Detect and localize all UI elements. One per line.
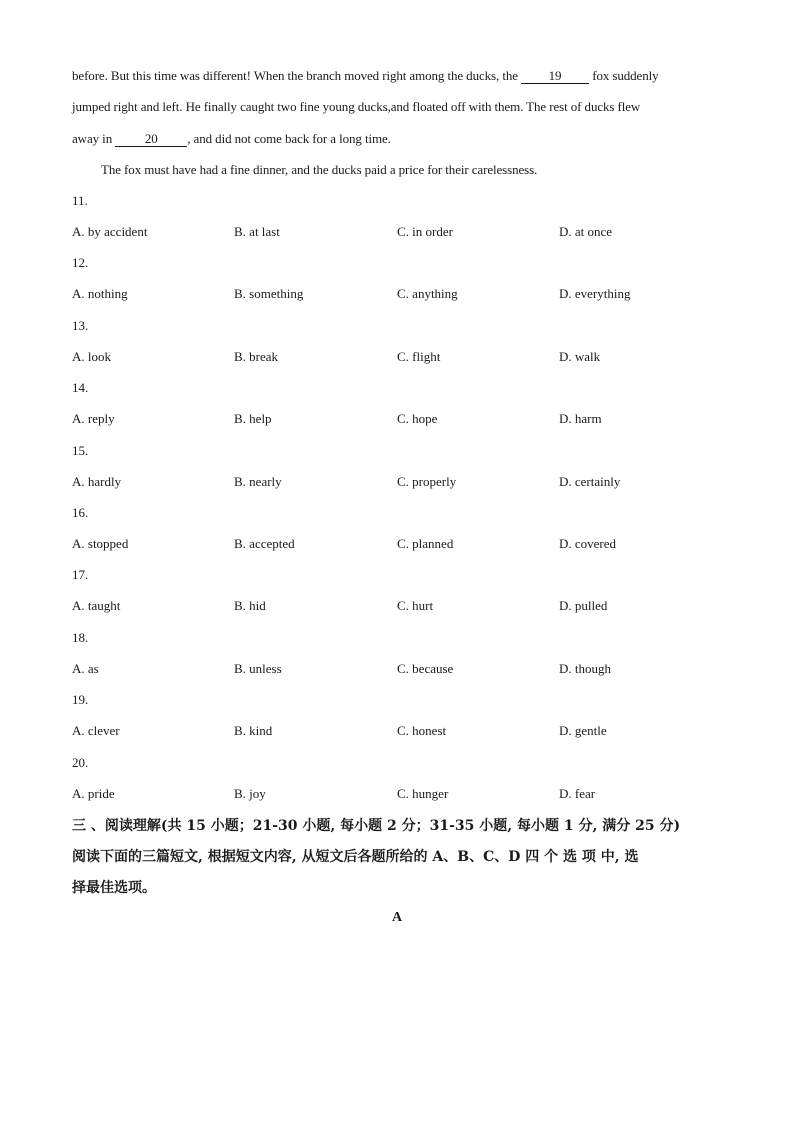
option-b: B. joy: [234, 786, 266, 801]
blank-20: 20: [115, 132, 187, 147]
option-c: C. flight: [397, 349, 441, 364]
part-label: A: [391, 910, 403, 925]
option-a: A. pride: [72, 786, 115, 801]
question-number: 20.: [72, 755, 89, 770]
option-d: D. gentle: [559, 723, 607, 738]
option-c: C. properly: [397, 474, 457, 489]
option-b: B. kind: [234, 723, 273, 738]
option-b: B. help: [234, 411, 272, 426]
question-number: 15.: [72, 443, 89, 458]
option-b: B. unless: [234, 661, 282, 676]
passage-text: before. But this time was different! When the branch moved right among the ducks, the: [72, 68, 522, 83]
question-number: 13.: [72, 318, 89, 333]
option-c: C. because: [397, 661, 454, 676]
option-a: A. look: [72, 349, 111, 364]
option-a: A. stopped: [72, 536, 129, 551]
question-number: 17.: [72, 567, 89, 582]
option-a: A. reply: [72, 411, 115, 426]
option-d: D. everything: [559, 286, 631, 301]
question-number: 12.: [72, 255, 89, 270]
option-a: A. nothing: [72, 286, 128, 301]
blank-19: 19: [521, 69, 589, 84]
option-b: B. break: [234, 349, 279, 364]
option-d: D. harm: [559, 411, 602, 426]
option-a: A. hardly: [72, 474, 122, 489]
option-a: A. taught: [72, 598, 121, 613]
passage-line-3: [72, 131, 391, 147]
question-number: 19.: [72, 692, 89, 707]
option-d: D. at once: [559, 224, 613, 239]
passage-line-1: [72, 68, 659, 84]
option-c: C. planned: [397, 536, 454, 551]
option-d: D. certainly: [559, 474, 621, 489]
option-c: C. hunger: [397, 786, 449, 801]
question-number: 16.: [72, 505, 89, 520]
option-b: B. nearly: [234, 474, 282, 489]
section-instruction: 阅读下面的三篇短文, 根据短文内容, 从短文后各题所给的 A、B、C、D 四 个 选 项 中, 选: [72, 849, 639, 865]
question-number: 14.: [72, 380, 89, 395]
question-number: 18.: [72, 630, 89, 645]
option-d: D. pulled: [559, 598, 608, 613]
option-c: C. anything: [397, 286, 458, 301]
option-b: B. accepted: [234, 536, 295, 551]
question-number: 11.: [72, 193, 88, 208]
option-d: D. fear: [559, 786, 596, 801]
option-c: C. honest: [397, 723, 447, 738]
section-instruction-cont: 择最佳选项。: [72, 880, 156, 896]
passage-line-2: jumped right and left. He finally caught two fine young ducks,and floated off with them. The rest of ducks flew: [72, 99, 641, 114]
option-a: A. by accident: [72, 224, 148, 239]
option-a: A. clever: [72, 723, 120, 738]
option-d: D. walk: [559, 349, 601, 364]
option-d: D. though: [559, 661, 611, 676]
option-b: B. something: [234, 286, 304, 301]
passage-text: fox suddenly: [589, 68, 659, 83]
option-c: C. hope: [397, 411, 438, 426]
option-a: A. as: [72, 661, 99, 676]
passage-line-4: The fox must have had a fine dinner, and the ducks paid a price for their carelessness.: [101, 162, 538, 177]
passage-text: , and did not come back for a long time.: [187, 131, 391, 146]
option-c: C. in order: [397, 224, 453, 239]
option-b: B. at last: [234, 224, 280, 239]
option-d: D. covered: [559, 536, 617, 551]
option-b: B. hid: [234, 598, 266, 613]
passage-text: away in: [72, 131, 116, 146]
section-heading: 三 、阅读理解(共 15 小题；21-30 小题, 每小题 2 分；31-35 小题, 每小题 1 分, 满分 25 分): [72, 818, 681, 834]
option-c: C. hurt: [397, 598, 434, 613]
